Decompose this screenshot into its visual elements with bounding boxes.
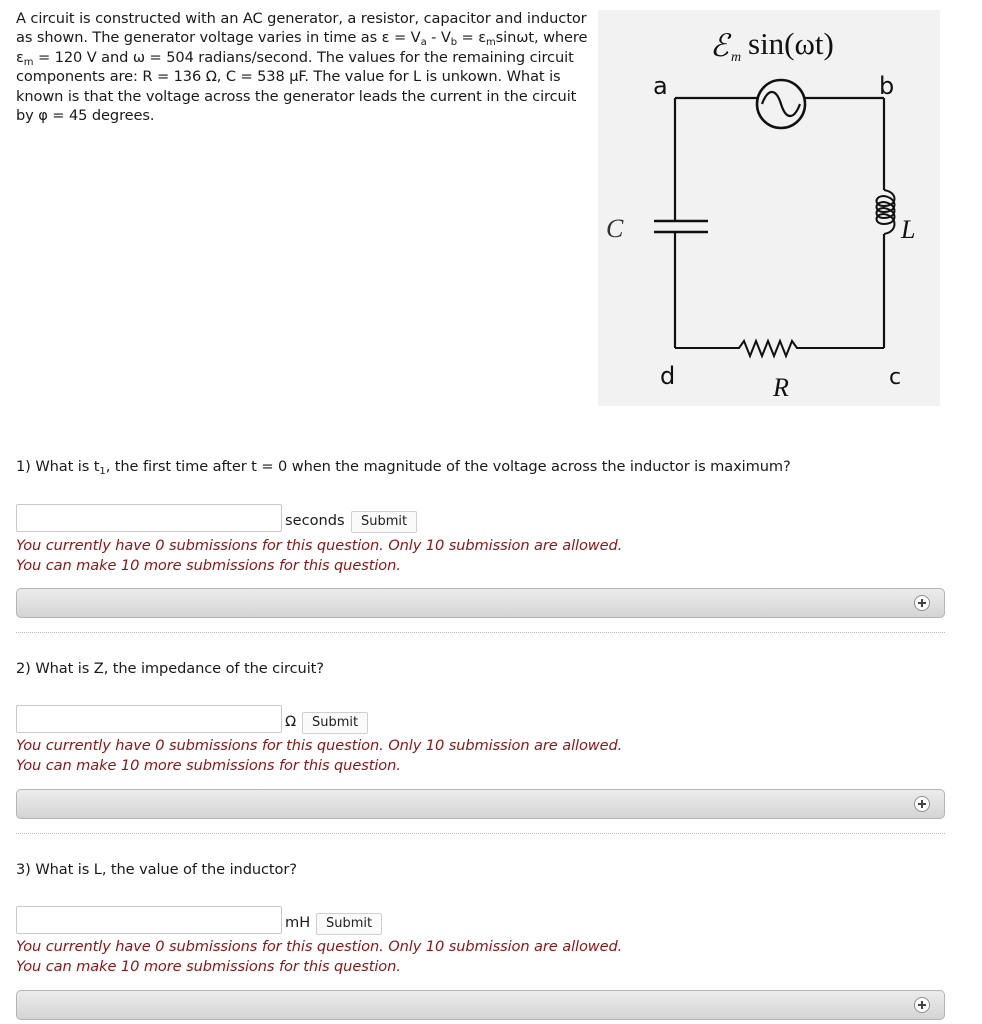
notice-line: You can make 10 more submissions for this question. [16,957,401,975]
resistor-icon [675,341,884,356]
node-label-d: d [660,362,676,390]
question-1-answer-input[interactable] [16,504,282,532]
question-2-text: 2) What is Z, the impedance of the circuit? [16,660,324,677]
expand-plus-icon[interactable] [914,595,930,611]
intro-text: A circuit is constructed with an AC generator, a resistor, capacitor and inductor as shown. The generator voltage varies in time as ε = V [16,10,587,47]
question-3-submit-button[interactable]: Submit [316,913,382,935]
circuit-svg [598,10,940,406]
subscript-m: m [485,37,496,49]
question-1-text: 1) What is $t_1$, the first time after t = 0 when the magnitude of the voltage across the inductor is maximum? [16,458,791,477]
intro-text: = ε [456,29,486,47]
emf-subscript: m [731,50,742,65]
question-2-unit: Ω [285,713,297,730]
notice-line: You currently have 0 submissions for this question. Only 10 submission are allowed. [16,938,623,955]
question-3-notice [16,937,622,976]
question-3-hint-bar[interactable] [16,990,945,1020]
node-label-b: b [879,72,895,100]
notice-line: You currently have 0 submissions for this question. Only 10 submission are allowed. [16,737,623,754]
notice-line: You currently have 0 submissions for this question. Only 10 submission are allowed. [16,537,623,554]
expand-plus-icon[interactable] [914,997,930,1013]
resistor-label: R [773,373,789,402]
question-1-submit-button[interactable]: Submit [351,511,417,533]
question-2-notice [16,736,622,775]
question-3-answer-input[interactable] [16,906,282,934]
node-label-c: c [889,365,902,390]
intro-text: = 120 V and ω = 504 radians/second. The values for the remaining circuit components are: R = 136 Ω, C = 538 μF. The value for L is unkown. What is known is that the voltage across the generator leads the current in the circuit by φ = 45 degrees. [16,48,577,125]
question-2-hint-bar[interactable] [16,789,945,819]
sine-wave-icon [762,92,800,116]
subscript-a: a [420,37,427,49]
capacitor-label: C [606,214,624,243]
question-2-answer-input[interactable] [16,705,282,733]
question-3-unit: mH [285,914,311,931]
question-1-hint-bar[interactable] [16,588,945,618]
intro-text: - V [426,29,451,47]
inductor-icon [877,190,895,234]
question-1-unit: seconds [285,512,345,529]
subscript-b: b [450,37,457,49]
emf-symbol: ℰ [710,28,729,63]
question-divider [16,632,945,633]
question-3-text: 3) What is L, the value of the inductor? [16,861,297,878]
expand-plus-icon[interactable] [914,796,930,812]
notice-line: You can make 10 more submissions for this question. [16,556,401,574]
intro-text: sinωt, where ε [16,29,588,66]
notice-line: You can make 10 more submissions for this question. [16,756,401,774]
circuit-diagram [598,10,940,406]
question-2-submit-button[interactable]: Submit [302,712,368,734]
question-1-notice [16,536,622,575]
subscript-m: m [23,56,34,68]
node-label-a: a [653,72,668,100]
inductor-label: L [901,215,916,244]
question-divider [16,833,945,834]
problem-statement [16,9,596,125]
emf-function: sin(ωt) [748,26,834,61]
